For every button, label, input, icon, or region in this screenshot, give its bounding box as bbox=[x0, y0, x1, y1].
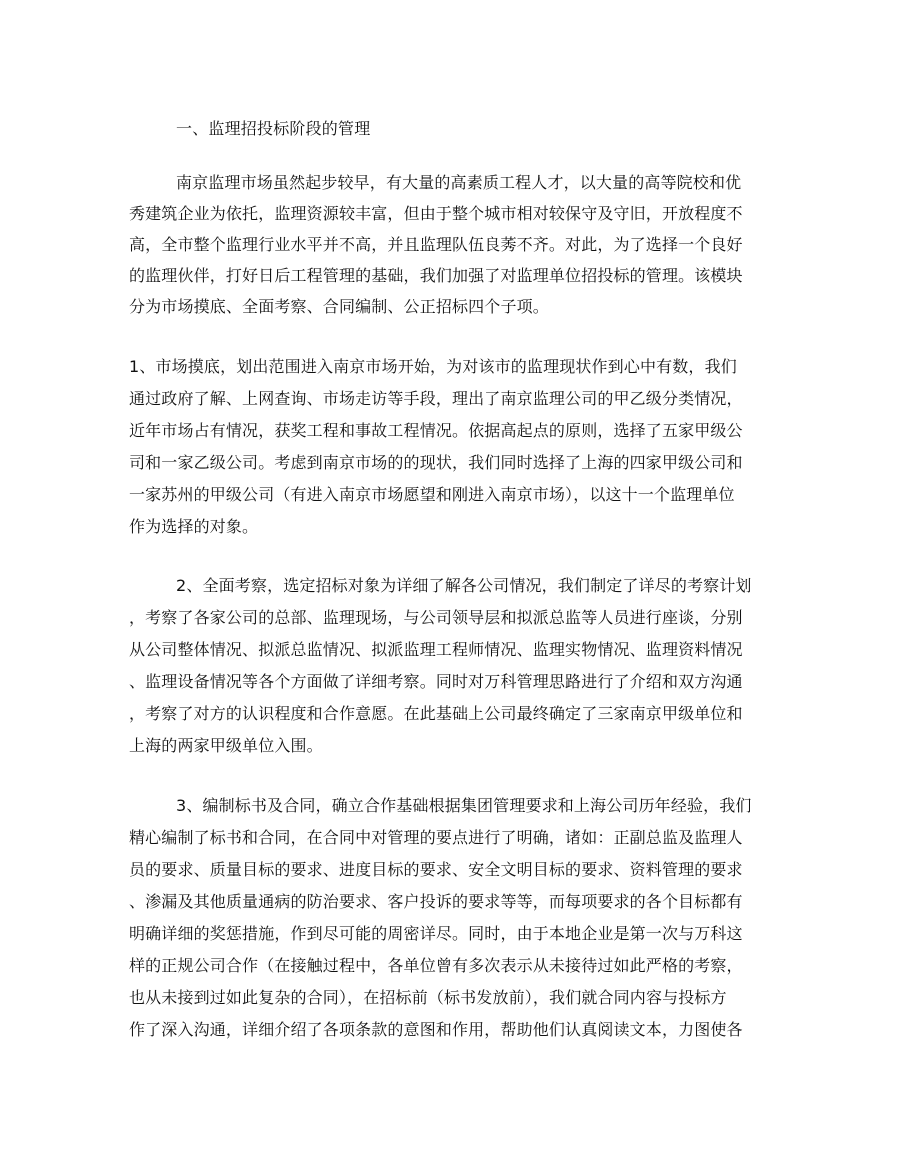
text-line: 秀建筑企业为依托，监理资源较丰富，但由于整个城市相对较保守及守旧，开放程度不 bbox=[129, 204, 743, 223]
text-line: 近年市场占有情况，获奖工程和事故工程情况。依据高起点的原则，选择了五家甲级公 bbox=[129, 421, 743, 440]
text-line: 也从未接到过如此复杂的合同），在招标前（标书发放前），我们就合同内容与投标方 bbox=[129, 988, 727, 1007]
text-line: ，考察了对方的认识程度和合作意愿。在此基础上公司最终确定了三家南京甲级单位和 bbox=[129, 704, 743, 723]
text-line: 2、全面考察，选定招标对象为详细了解各公司情况，我们制定了详尽的考察计划 bbox=[176, 576, 752, 595]
text-line: 明确详细的奖惩措施，作到尽可能的周密详尽。同时，由于本地企业是第一次与万科这 bbox=[129, 924, 743, 943]
text-line: 通过政府了解、上网查询、市场走访等手段，理出了南京监理公司的甲乙级分类情况， bbox=[129, 389, 743, 408]
text-line: 、渗漏及其他质量通病的防治要求、客户投诉的要求等等，而每项要求的各个目标都有 bbox=[129, 892, 743, 911]
text-line: 作为选择的对象。 bbox=[129, 517, 259, 536]
text-line: 1、市场摸底，划出范围进入南京市场开始，为对该市的监理现状作到心中有数，我们 bbox=[129, 357, 737, 376]
text-line: 司和一家乙级公司。考虑到南京市场的的现状，我们同时选择了上海的四家甲级公司和 bbox=[129, 453, 743, 472]
section-heading: 一、监理招投标阶段的管理 bbox=[176, 119, 371, 138]
text-line: ，考察了各家公司的总部、监理现场，与公司领导层和拟派总监等人员进行座谈，分别 bbox=[129, 608, 743, 627]
text-line: 精心编制了标书和合同，在合同中对管理的要点进行了明确，诸如：正副总监及监理人 bbox=[129, 828, 743, 847]
text-line: 员的要求、质量目标的要求、进度目标的要求、安全文明目标的要求、资料管理的要求 bbox=[129, 860, 743, 879]
text-line: 的监理伙伴，打好日后工程管理的基础，我们加强了对监理单位招投标的管理。该模块 bbox=[129, 266, 743, 285]
text-line: 高，全市整个监理行业水平并不高，并且监理队伍良莠不齐。对此，为了选择一个良好 bbox=[129, 235, 743, 254]
text-line: 一家苏州的甲级公司（有进入南京市场愿望和刚进入南京市场），以这十一个监理单位 bbox=[129, 485, 735, 504]
text-line: 分为市场摸底、全面考察、合同编制、公正招标四个子项。 bbox=[129, 297, 549, 316]
text-line: 样的正规公司合作（在接触过程中，各单位曾有多次表示从未接待过如此严格的考察， bbox=[129, 956, 743, 975]
text-line: 、监理设备情况等各个方面做了详细考察。同时对万科管理思路进行了介绍和双方沟通 bbox=[129, 672, 743, 691]
text-line: 3、编制标书及合同，确立合作基础根据集团管理要求和上海公司历年经验，我们 bbox=[176, 796, 752, 815]
text-line: 作了深入沟通，详细介绍了各项条款的意图和作用，帮助他们认真阅读文本，力图使各 bbox=[129, 1020, 743, 1039]
text-line: 南京监理市场虽然起步较早，有大量的高素质工程人才，以大量的高等院校和优 bbox=[176, 173, 742, 192]
text-line: 上海的两家甲级单位入围。 bbox=[129, 736, 323, 755]
text-line: 从公司整体情况、拟派总监情况、拟派监理工程师情况、监理实物情况、监理资料情况 bbox=[129, 640, 743, 659]
